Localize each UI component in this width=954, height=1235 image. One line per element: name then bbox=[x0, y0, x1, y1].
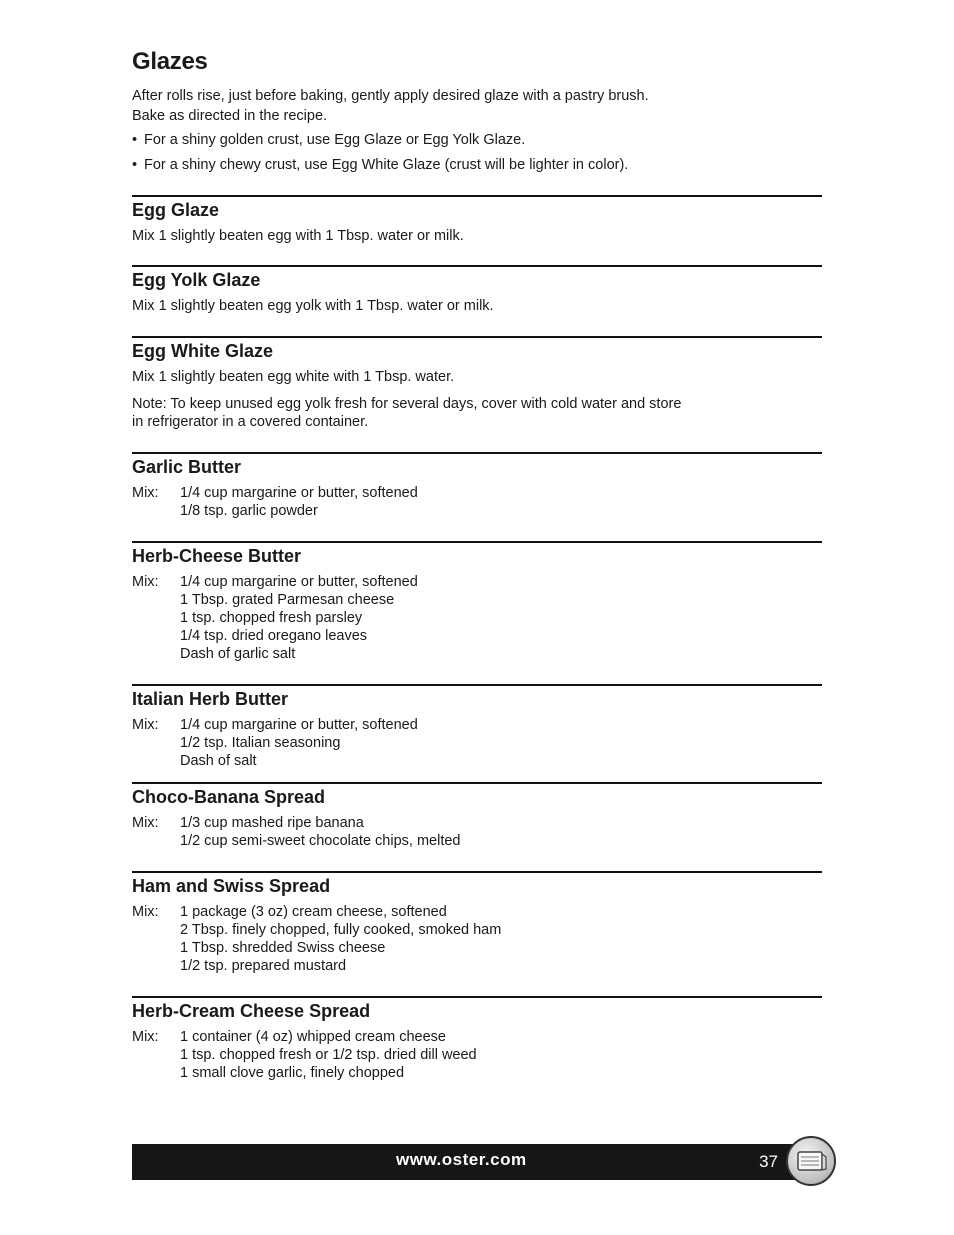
ingredient: 1/2 cup semi-sweet chocolate chips, melted bbox=[180, 833, 461, 849]
ingredient: Dash of garlic salt bbox=[180, 646, 296, 662]
bread-maker-icon-graphic bbox=[788, 1138, 834, 1184]
section-title: Egg Yolk Glaze bbox=[132, 270, 261, 290]
footer-url[interactable]: www.oster.com bbox=[396, 1150, 527, 1169]
mix-label: Mix: bbox=[132, 485, 159, 501]
section-herb-cheese-butter bbox=[132, 541, 822, 663]
section-egg-yolk-glaze bbox=[132, 265, 822, 324]
mix-label: Mix: bbox=[132, 717, 159, 733]
mix-label: Mix: bbox=[132, 1029, 159, 1045]
bullet-item bbox=[132, 155, 649, 175]
mix-label: Mix: bbox=[132, 815, 159, 831]
ingredient: 1 Tbsp. grated Parmesan cheese bbox=[180, 592, 395, 608]
ingredient: 1 package (3 oz) cream cheese, softened bbox=[180, 904, 447, 920]
intro bbox=[132, 86, 649, 175]
ingredient: 1/4 cup margarine or butter, softened bbox=[180, 485, 418, 501]
bread-maker-icon bbox=[786, 1136, 836, 1186]
section-italian-herb-butter bbox=[132, 684, 822, 770]
section-text: Mix 1 slightly beaten egg yolk with 1 Tbsp. water or milk. bbox=[132, 298, 494, 314]
ingredient: 1/3 cup mashed ripe banana bbox=[180, 815, 364, 831]
bullet-item bbox=[132, 130, 649, 150]
ingredient: 1/2 tsp. prepared mustard bbox=[180, 958, 347, 974]
ingredient: 1/4 tsp. dried oregano leaves bbox=[180, 628, 368, 644]
ingredient: 2 Tbsp. finely chopped, fully cooked, smoked ham bbox=[180, 922, 502, 938]
ingredient: 1/2 tsp. Italian seasoning bbox=[180, 735, 341, 751]
ingredient: 1 Tbsp. shredded Swiss cheese bbox=[180, 940, 386, 956]
ingredient: 1/4 cup margarine or butter, softened bbox=[180, 574, 418, 590]
bullet-text: For a shiny golden crust, use Egg Glaze or Egg Yolk Glaze. bbox=[144, 132, 526, 148]
ingredient: 1/8 tsp. garlic powder bbox=[180, 503, 318, 519]
section-text: Mix 1 slightly beaten egg with 1 Tbsp. water or milk. bbox=[132, 228, 464, 244]
ingredient: 1 tsp. chopped fresh parsley bbox=[180, 610, 363, 626]
section-note: Note: To keep unused egg yolk fresh for several days, cover with cold water and store bbox=[132, 396, 682, 412]
ingredient: 1 container (4 oz) whipped cream cheese bbox=[180, 1029, 446, 1045]
section-note: in refrigerator in a covered container. bbox=[132, 414, 369, 430]
section-title: Garlic Butter bbox=[132, 457, 242, 477]
bullet-dot: • bbox=[132, 157, 138, 173]
mix-label: Mix: bbox=[132, 574, 159, 590]
section-text: Mix 1 slightly beaten egg white with 1 Tbsp. water. bbox=[132, 369, 455, 385]
ingredient: 1 small clove garlic, finely chopped bbox=[180, 1065, 405, 1081]
section-garlic-butter bbox=[132, 452, 822, 520]
section-title: Herb-Cheese Butter bbox=[132, 546, 302, 566]
section-ham-and-swiss-spread bbox=[132, 871, 822, 975]
section-choco-banana-spread bbox=[132, 782, 822, 850]
section-title: Choco-Banana Spread bbox=[132, 787, 326, 807]
section-title: Egg Glaze bbox=[132, 200, 220, 220]
mix-label: Mix: bbox=[132, 904, 159, 920]
ingredient: 1/4 cup margarine or butter, softened bbox=[180, 717, 418, 733]
section-title: Italian Herb Butter bbox=[132, 689, 289, 709]
page-number: 37 bbox=[759, 1152, 778, 1171]
footer-bar bbox=[132, 1144, 822, 1180]
ingredient: Dash of salt bbox=[180, 753, 257, 769]
ingredient: 1 tsp. chopped fresh or 1/2 tsp. dried dill weed bbox=[180, 1047, 477, 1063]
section-title: Ham and Swiss Spread bbox=[132, 876, 331, 896]
section-title: Egg White Glaze bbox=[132, 341, 274, 361]
section-herb-cream-cheese-spread bbox=[132, 996, 822, 1082]
bullet-dot: • bbox=[132, 132, 138, 148]
intro-line: After rolls rise, just before baking, gently apply desired glaze with a pastry brush. bbox=[132, 88, 649, 104]
section-egg-glaze bbox=[132, 195, 822, 254]
page-title: Glazes bbox=[132, 48, 208, 75]
section-egg-white-glaze bbox=[132, 336, 822, 431]
section-title: Herb-Cream Cheese Spread bbox=[132, 1001, 371, 1021]
bullet-text: For a shiny chewy crust, use Egg White Glaze (crust will be lighter in color). bbox=[144, 157, 629, 173]
intro-line: Bake as directed in the recipe. bbox=[132, 108, 328, 124]
